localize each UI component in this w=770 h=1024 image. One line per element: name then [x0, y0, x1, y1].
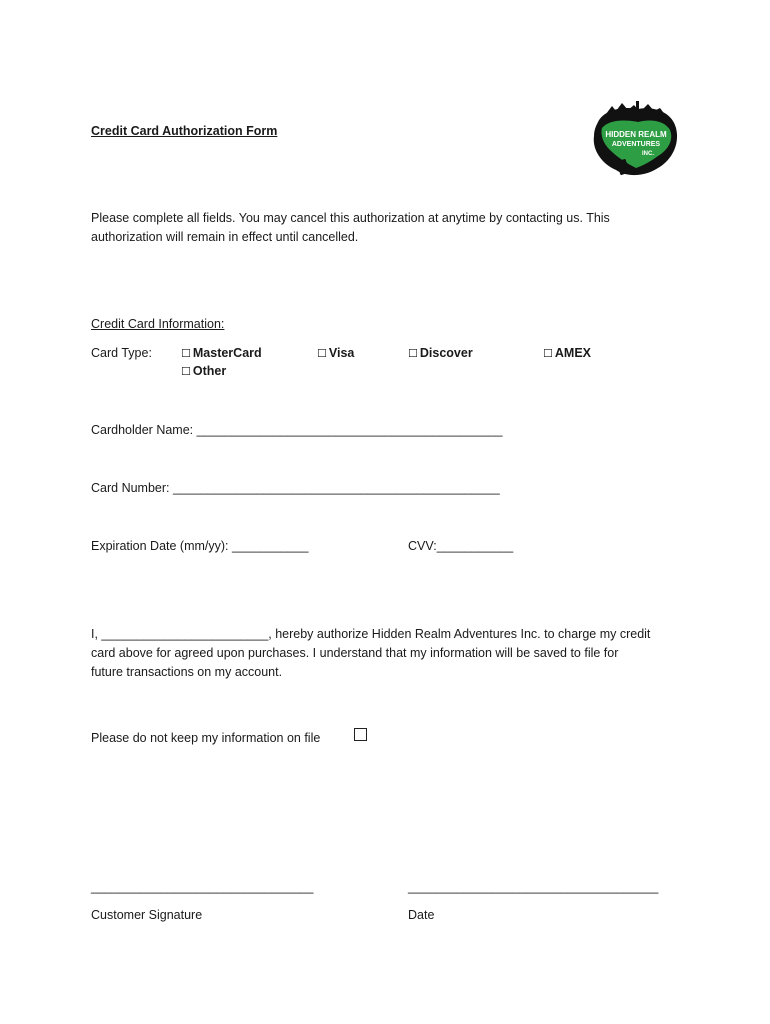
no-keep-label: Please do not keep my information on file — [91, 731, 321, 745]
date-label: Date — [408, 908, 435, 922]
checkbox-icon: ☐ — [543, 347, 553, 360]
card-type-label: Card Type: — [91, 346, 152, 360]
date-line[interactable]: ____________________________________ — [408, 880, 659, 894]
authorization-paragraph — [91, 625, 691, 682]
intro-paragraph — [91, 209, 691, 247]
intro-line-2: authorization will remain in effect until cancelled. — [91, 230, 359, 244]
authorization-line-2: card above for agreed upon purchases. I understand that my information will be saved to file for — [91, 646, 619, 660]
option-visa-label: Visa — [328, 346, 355, 360]
cardholder-name-field[interactable]: Cardholder Name: ____________________________________________ — [91, 423, 503, 437]
option-other-label: Other — [192, 364, 227, 378]
option-amex[interactable] — [543, 346, 591, 360]
option-visa[interactable] — [317, 346, 354, 360]
authorization-line-1: I, ________________________, hereby authorize Hidden Realm Adventures Inc. to charge my credit — [91, 627, 651, 641]
option-amex-label: AMEX — [554, 346, 591, 360]
checkbox-icon: ☐ — [181, 365, 191, 378]
expiration-date-field[interactable]: Expiration Date (mm/yy): ___________ — [91, 539, 309, 553]
customer-signature-label: Customer Signature — [91, 908, 203, 922]
form-title: Credit Card Authorization Form — [91, 124, 278, 138]
no-keep-checkbox[interactable] — [354, 728, 367, 741]
authorization-line-3: future transactions on my account. — [91, 665, 283, 679]
logo-text-line1: HIDDEN REALM — [605, 130, 667, 139]
option-mastercard[interactable] — [181, 346, 262, 360]
logo-text-line3: INC. — [642, 151, 654, 157]
option-other[interactable] — [181, 364, 226, 378]
checkbox-icon: ☐ — [408, 347, 418, 360]
checkbox-icon: ☐ — [317, 347, 327, 360]
logo-text-line2: ADVENTURES — [611, 141, 661, 148]
company-logo — [588, 100, 680, 180]
option-discover-label: Discover — [419, 346, 473, 360]
intro-line-1: Please complete all fields. You may cancel this authorization at anytime by contacting us. This — [91, 211, 610, 225]
option-mastercard-label: MasterCard — [192, 346, 262, 360]
section-label: Credit Card Information: — [91, 317, 225, 331]
signature-line[interactable]: ________________________________ — [91, 880, 314, 894]
option-discover[interactable] — [408, 346, 473, 360]
checkbox-icon: ☐ — [181, 347, 191, 360]
card-number-field[interactable]: Card Number: _______________________________________________ — [91, 481, 500, 495]
mountain-logo-icon — [588, 100, 680, 180]
cvv-field[interactable]: CVV:___________ — [408, 539, 514, 553]
